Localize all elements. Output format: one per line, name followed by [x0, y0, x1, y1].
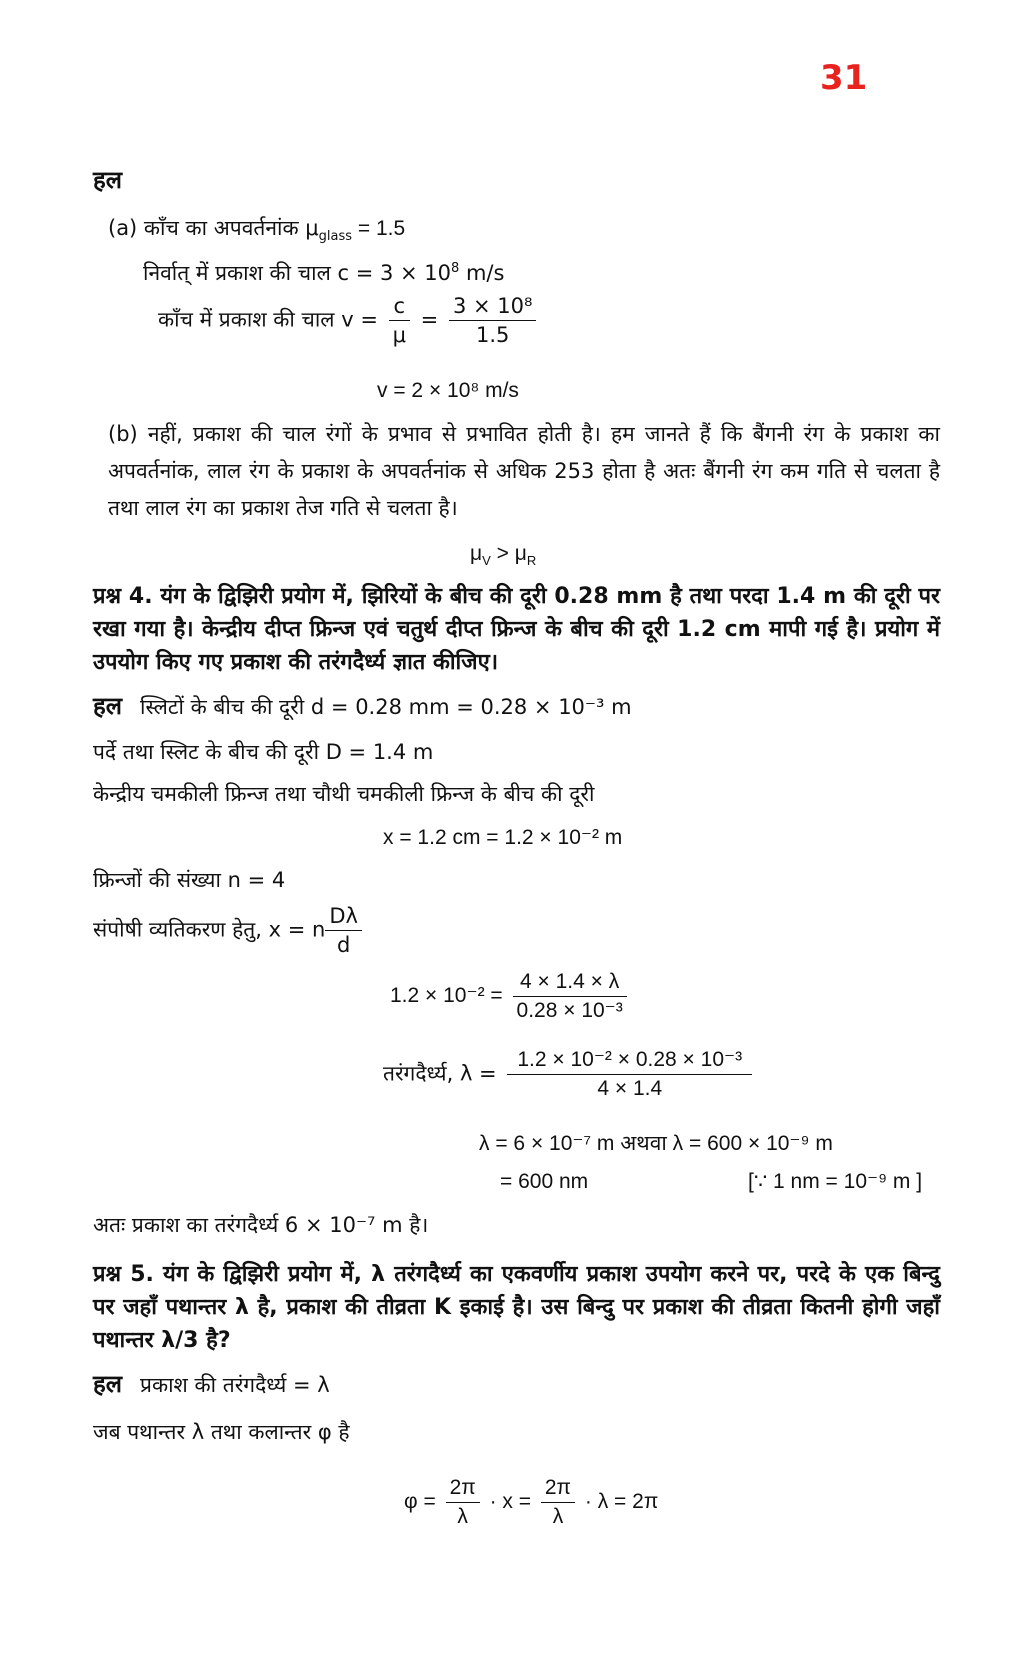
fraction-numerator: 1.2 × 10⁻² × 0.28 × 10⁻³ — [507, 1046, 752, 1075]
fraction-d-lambda-over-d — [325, 902, 362, 959]
q4-result-1: λ = 6 × 10⁻⁷ m अथवा λ = 600 × 10⁻⁹ m — [479, 1132, 833, 1155]
page-number: 31 — [820, 58, 868, 98]
phase-end: · λ = 2π — [584, 1490, 659, 1514]
phi-lhs: φ = — [404, 1490, 436, 1514]
equals-sign: = — [420, 307, 439, 332]
q5-wavelength — [93, 1370, 330, 1399]
q4-x-value: x = 1.2 cm = 1.2 × 10⁻² m — [383, 826, 623, 849]
fraction-wavelength — [507, 1046, 752, 1103]
fraction-numerator: 4 × 1.4 × λ — [513, 968, 627, 997]
mu-greater: > μ — [490, 542, 527, 565]
q4-constructive-formula — [93, 902, 366, 959]
q4-equation-2 — [390, 968, 631, 1025]
q4-fringe-count: फ्रिन्जों की संख्या n = 4 — [93, 868, 286, 892]
fraction-numerator: 2π — [446, 1474, 480, 1503]
glass-subscript: glass — [318, 229, 353, 245]
fraction-denominator: 0.28 × 10⁻³ — [516, 999, 623, 1022]
glass-ri-text: (a) काँच का अपवर्तनांक μ — [108, 216, 319, 240]
fraction-numerator: c — [389, 292, 410, 321]
fraction-numerator: Dλ — [325, 902, 362, 931]
question-5: प्रश्न 5. यंग के द्विझिरी प्रयोग में, λ तरंगदैर्ध्य का एकवर्णीय प्रकाश उपयोग करने पर, परदे के एक बिन्दु पर जहाँ पथान्तर λ है, प्रकाश की तीव्रता K इकाई है। उस बिन्दु पर प्रकाश की तीव्रता कितनी होगी जहाँ पथान्तर λ/3 है? — [93, 1262, 940, 1353]
glass-ri-value: = 1.5 — [352, 217, 406, 240]
q4-result-2: = 600 nm — [500, 1170, 589, 1193]
solution-heading: हल — [93, 166, 123, 194]
fraction-2pi-over-lambda-2 — [541, 1474, 575, 1531]
fraction-numerator: 3 × 10⁸ — [449, 292, 536, 321]
mu-symbol: μ — [470, 542, 483, 565]
q4-wavelength-equation — [383, 1046, 756, 1103]
vacuum-unit: m/s — [459, 261, 505, 285]
fraction-denominator: 1.5 — [475, 323, 510, 347]
q4-solution-label: हल — [93, 692, 123, 720]
q4-unit-note: [∵ 1 nm = 10⁻⁹ m ] — [748, 1170, 923, 1193]
q5-wavelength-text: प्रकाश की तरंगदैर्ध्य = λ — [140, 1373, 330, 1397]
q4-slit-distance-text: स्लिटों के बीच की दूरी d = 0.28 mm = 0.28 × 10⁻³ m — [140, 695, 632, 719]
speed-result: v = 2 × 10⁸ m/s — [377, 379, 519, 402]
fraction-speed-value — [449, 292, 536, 349]
glass-speed-equation — [158, 292, 540, 349]
q4-slit-distance — [93, 692, 632, 721]
fraction-c-over-mu — [389, 292, 410, 349]
fraction-numerator: 2π — [541, 1474, 575, 1503]
glass-speed-label: काँच में प्रकाश की चाल v = — [158, 307, 378, 332]
equation-lhs: 1.2 × 10⁻² = — [390, 984, 503, 1008]
fraction-denominator: 4 × 1.4 — [597, 1077, 663, 1100]
part-b-answer: (b) नहीं, प्रकाश की चाल रंगों के प्रभाव से प्रभावित होती है। हम जानते हैं कि बैंगनी रंग के प्रकाश का अपवर्तनांक, लाल रंग के प्रकाश के अपवर्तनांक से अधिक 253 होता है अतः बैंगनी रंग कम गति से चलता है तथा लाल रंग का प्रकाश तेज गति से चलता है। — [108, 422, 940, 520]
fraction-2pi-over-lambda — [446, 1474, 480, 1531]
q5-path-phase: जब पथान्तर λ तथा कलान्तर φ है — [93, 1420, 350, 1444]
constructive-label: संपोषी व्यतिकरण हेतु, x = n — [93, 917, 326, 942]
question-4: प्रश्न 4. यंग के द्विझिरी प्रयोग में, झिरियों के बीच की दूरी 0.28 mm है तथा परदा 1.4 m की दूरी पर रखा गया है। केन्द्रीय दीप्त फ्रिन्ज एवं चतुर्थ दीप्त फ्रिन्ज के बीच की दूरी 1.2 cm मापी गई है। प्रयोग में उपयोग किए गए प्रकाश की तरंगदैर्ध्य ज्ञात कीजिए। — [93, 584, 940, 675]
vacuum-exponent: 8 — [451, 261, 460, 276]
fraction-eq2 — [513, 968, 627, 1025]
q4-conclusion: अतः प्रकाश का तरंगदैर्ध्य 6 × 10⁻⁷ m है। — [93, 1213, 429, 1237]
phase-middle: · x = — [489, 1490, 532, 1514]
fraction-denominator: λ — [457, 1505, 468, 1528]
q4-fringe-label: केन्द्रीय चमकीली फ्रिन्ज तथा चौथी चमकीली फ्रिन्ज के बीच की दूरी — [93, 782, 595, 806]
wavelength-lhs: तरंगदैर्ध्य, λ = — [383, 1061, 497, 1086]
fraction-denominator: μ — [392, 323, 406, 347]
q5-solution-label: हल — [93, 1370, 123, 1398]
q5-phase-equation — [404, 1474, 658, 1531]
glass-refractive-index — [108, 214, 405, 251]
vacuum-speed-text: निर्वात् में प्रकाश की चाल c = 3 × 10 — [143, 261, 452, 285]
vacuum-light-speed — [143, 255, 504, 287]
q4-screen-distance: पर्दे तथा स्लिट के बीच की दूरी D = 1.4 m — [93, 740, 434, 764]
fraction-denominator: d — [336, 933, 351, 957]
mu-relation — [470, 540, 536, 575]
mu-v-subscript: V — [482, 553, 491, 569]
fraction-denominator: λ — [552, 1505, 564, 1528]
mu-r-subscript: R — [526, 553, 537, 569]
